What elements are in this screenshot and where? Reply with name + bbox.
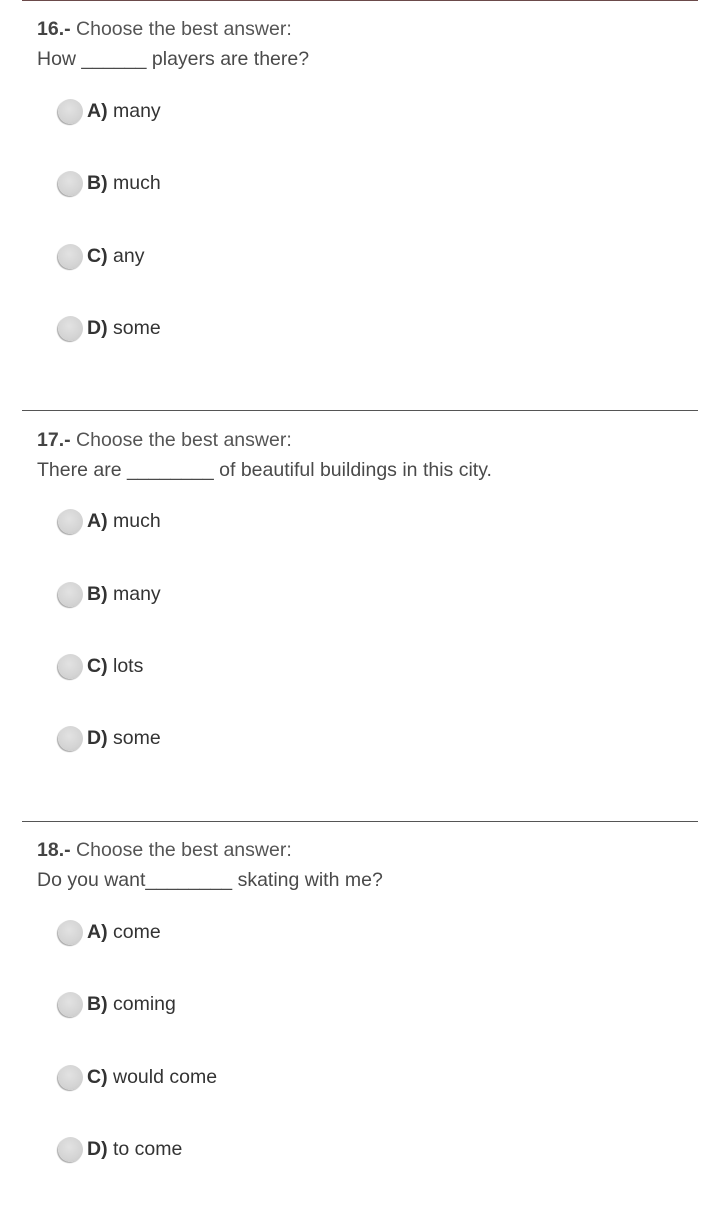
option-letter: B) <box>87 583 108 605</box>
radio-button[interactable] <box>58 316 83 341</box>
option-letter: C) <box>87 245 108 267</box>
option-label <box>87 920 161 944</box>
question-divider <box>22 821 698 822</box>
option-letter: D) <box>87 317 108 339</box>
option-c[interactable] <box>58 652 143 680</box>
option-label <box>87 316 161 340</box>
radio-button[interactable] <box>58 171 83 196</box>
option-a[interactable] <box>58 97 161 125</box>
option-text: some <box>113 727 161 749</box>
option-letter: C) <box>87 655 108 677</box>
option-letter: C) <box>87 1066 108 1088</box>
question-heading <box>37 838 292 862</box>
option-label <box>87 171 161 195</box>
option-b[interactable] <box>58 580 161 608</box>
option-text: much <box>113 172 161 194</box>
top-divider <box>22 0 698 1</box>
question-heading <box>37 17 292 41</box>
option-text: some <box>113 317 161 339</box>
radio-button[interactable] <box>58 920 83 945</box>
radio-button[interactable] <box>58 1065 83 1090</box>
option-a[interactable] <box>58 507 161 535</box>
question-heading <box>37 428 292 452</box>
option-b[interactable] <box>58 990 176 1018</box>
option-label <box>87 1137 182 1161</box>
option-d[interactable] <box>58 1135 182 1163</box>
radio-button[interactable] <box>58 654 83 679</box>
option-letter: D) <box>87 1138 108 1160</box>
option-text: coming <box>113 993 176 1015</box>
radio-button[interactable] <box>58 1137 83 1162</box>
option-label <box>87 992 176 1016</box>
option-label <box>87 99 161 123</box>
option-label <box>87 1065 217 1089</box>
option-label <box>87 726 161 750</box>
option-letter: A) <box>87 921 108 943</box>
radio-button[interactable] <box>58 244 83 269</box>
radio-button[interactable] <box>58 582 83 607</box>
option-c[interactable] <box>58 242 144 270</box>
option-a[interactable] <box>58 918 161 946</box>
question-stem: Do you want________ skating with me? <box>37 869 383 891</box>
option-letter: A) <box>87 510 108 532</box>
option-letter: B) <box>87 172 108 194</box>
radio-button[interactable] <box>58 992 83 1017</box>
radio-button[interactable] <box>58 509 83 534</box>
option-d[interactable] <box>58 724 161 752</box>
option-text: many <box>113 583 161 605</box>
option-c[interactable] <box>58 1063 217 1091</box>
option-text: much <box>113 510 161 532</box>
option-text: lots <box>113 655 144 677</box>
question-instruction: Choose the best answer: <box>76 18 292 40</box>
option-label <box>87 654 143 678</box>
question-number: 16.- <box>37 18 71 40</box>
option-letter: B) <box>87 993 108 1015</box>
radio-button[interactable] <box>58 99 83 124</box>
question-stem: How ______ players are there? <box>37 48 310 70</box>
question-stem: There are ________ of beautiful buildings in this city. <box>37 459 492 481</box>
option-text: come <box>113 921 161 943</box>
option-label <box>87 509 161 533</box>
option-letter: D) <box>87 727 108 749</box>
question-instruction: Choose the best answer: <box>76 429 292 451</box>
question-number: 17.- <box>37 429 71 451</box>
option-text: to come <box>113 1138 183 1160</box>
option-b[interactable] <box>58 169 161 197</box>
option-text: would come <box>113 1066 218 1088</box>
question-number: 18.- <box>37 839 71 861</box>
option-label <box>87 244 144 268</box>
option-text: many <box>113 100 161 122</box>
option-letter: A) <box>87 100 108 122</box>
option-text: any <box>113 245 145 267</box>
radio-button[interactable] <box>58 726 83 751</box>
question-divider <box>22 410 698 411</box>
question-instruction: Choose the best answer: <box>76 839 292 861</box>
option-label <box>87 582 161 606</box>
option-d[interactable] <box>58 314 161 342</box>
